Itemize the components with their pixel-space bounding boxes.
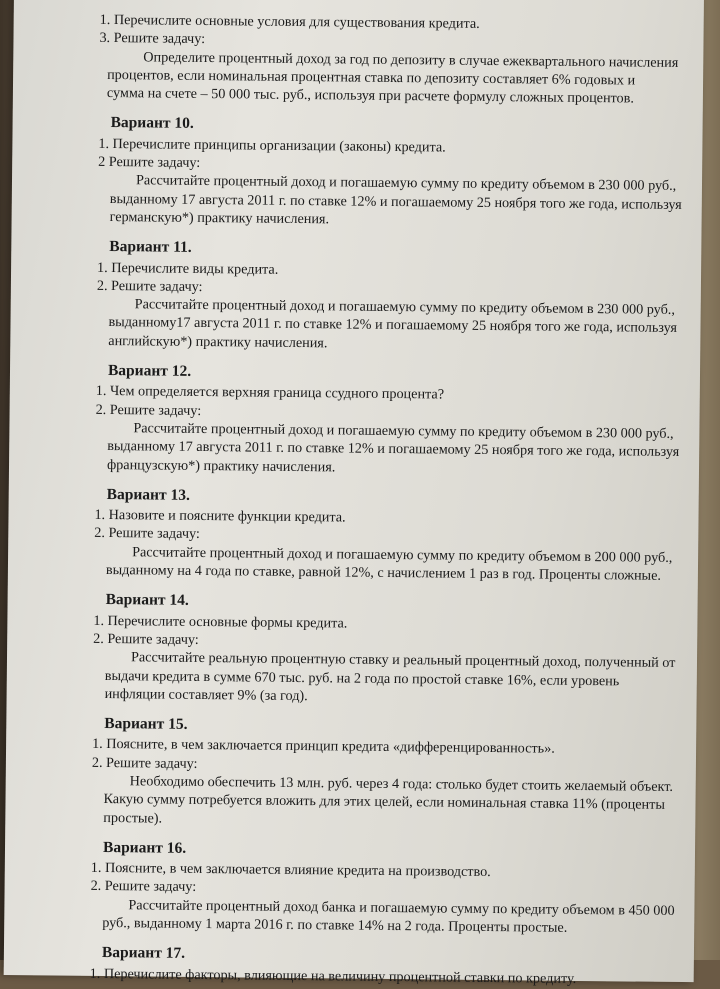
variant-block	[73, 362, 694, 480]
variant-title: Вариант 10.	[110, 114, 194, 133]
variant-title: Вариант 16.	[102, 838, 187, 857]
intro-item-3: 3. Решите задачу:	[99, 30, 206, 48]
variant-block	[71, 591, 692, 709]
intro-task-line: Определите процентный доход за год по депозиту в случае ежеквартального начисления	[143, 48, 679, 71]
variant-question-1: 1. Перечислите факторы, влияющие на величину процентной ставки по кредиту.	[89, 965, 577, 987]
variant-question-1: 1. Чем определяется верхняя граница ссудного процента?	[95, 383, 445, 403]
variant-title: Вариант 13.	[106, 485, 190, 504]
variant-question-2: 2. Решите задачу:	[91, 754, 198, 772]
variant-task-line: выданному 17 августа 2011 г. по ставке 12% и погашаемому 25 ноября того же года, используя	[107, 438, 680, 461]
variant-task-line: Рассчитайте процентный доход и погашаемую сумму по кредиту объемом в 230 000 руб.,	[135, 172, 677, 195]
variant-question-2: 2. Решите задачу:	[94, 525, 200, 543]
variant-task-line: Рассчитайте процентный доход и погашаемую сумму по кредиту объемом в 230 000 руб.,	[133, 420, 674, 442]
variant-title: Вариант 14.	[105, 591, 189, 610]
variant-task-line: выданному17 августа 2011 г. по ставке 12% и погашаемому 25 ноября того же года, используя	[108, 314, 677, 337]
variant-task-line: инфляции составляет 9% (за год).	[104, 685, 308, 704]
variant-question-1: 1. Поясните, в чем заключается принцип кредита «дифференцированность».	[92, 736, 555, 758]
variant-task-line: Рассчитайте процентный доход и погашаемую сумму по кредиту объемом в 230 000 руб.,	[134, 296, 676, 319]
variant-block	[68, 944, 688, 989]
variant-task-line: руб., выданному 1 марта 2016 г. по ставке 14% на 2 года. Проценты простые.	[102, 915, 568, 936]
variant-task-line: французскую*) практику начисления.	[106, 456, 336, 475]
variant-task-line: Рассчитайте процентный доход и погашаемую сумму по кредиту объемом в 200 000 руб.,	[132, 543, 673, 566]
variant-block	[76, 114, 697, 232]
variant-title: Вариант 11.	[109, 238, 192, 257]
variant-question-2: 2. Решите задачу:	[90, 878, 197, 896]
variant-task-line: простые).	[103, 809, 163, 827]
intro-item-1: 1. Перечислите основные условия для существования кредита.	[99, 11, 480, 32]
variant-task-line: Какую сумму потребуется вложить для этих целей, если номинальная ставка 11% (проценты	[103, 791, 666, 814]
variant-question-2: 2 Решите задачу:	[98, 153, 201, 172]
variant-task-line: Рассчитайте процентный доход банка и погашаемую сумму по кредиту объемом в 450 000	[128, 897, 675, 919]
variant-question-2: 2. Решите задачу:	[95, 401, 202, 419]
variant-question-1: 1. Поясните, в чем заключается влияние кредита на производство.	[90, 860, 491, 881]
variant-block	[69, 715, 690, 833]
variant-question-2: 2. Решите задачу:	[93, 630, 199, 648]
variant-question-2: 2. Решите задачу:	[96, 277, 203, 295]
variant-block	[74, 238, 695, 356]
variant-title: Вариант 15.	[104, 715, 188, 733]
variant-task-line: Рассчитайте реальную процентную ставку и реальный процентный доход, полученный от	[130, 649, 676, 672]
variant-block	[72, 485, 693, 585]
variant-question-1: 1. Назовите и поясните функции кредита.	[94, 506, 346, 526]
paper-sheet	[4, 0, 704, 987]
variant-title: Вариант 12.	[107, 362, 192, 380]
variant-task-line: выданному на 4 года по ставке, равной 12%, с начислением 1 раз в год. Проценты сложные.	[105, 562, 662, 584]
variants-list	[68, 114, 697, 989]
document-body	[68, 11, 698, 989]
intro-task-line: сумма на счете – 50 000 тыс. руб., используя при расчете формулу сложных процентов.	[106, 85, 635, 107]
variant-block	[68, 838, 689, 938]
variant-task-line: германскую*) практику начисления.	[109, 208, 330, 228]
variant-title: Вариант 17.	[101, 944, 186, 963]
intro-block	[77, 11, 698, 109]
variant-task-line: Необходимо обеспечить 13 млн. руб. через 4 года: столько будет стоить желаемый объект.	[129, 773, 674, 795]
variant-task-line: выданному 17 августа 2011 г. по ставке 12% и погашаемому 25 ноября того же года, используя	[109, 190, 682, 213]
variant-task-line: выдачи кредита в сумме 670 тыс. руб. на 2 года по простой ставке 16%, если уровень	[104, 667, 620, 689]
variant-question-1: 1. Перечислите основные формы кредита.	[93, 612, 348, 632]
variant-task-line: английскую*) практику начисления.	[108, 332, 328, 352]
intro-task-line: процентов, если номинальная процентная ставка по депозиту составляет 6% годовых и	[107, 66, 636, 89]
variant-question-1: 1. Перечислите виды кредита.	[97, 259, 279, 278]
variant-question-1: 1. Перечислите принципы организации (законы) кредита.	[98, 135, 446, 156]
